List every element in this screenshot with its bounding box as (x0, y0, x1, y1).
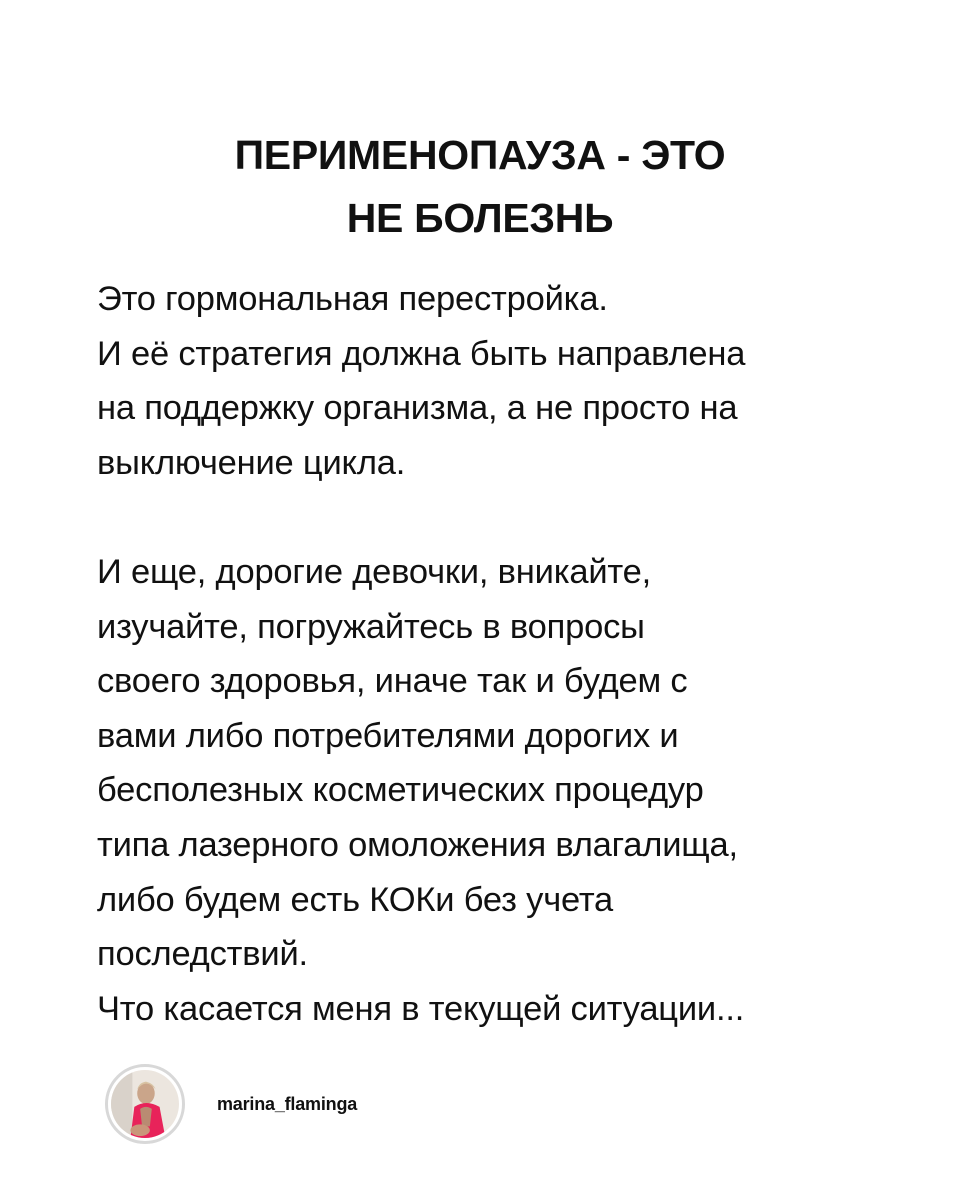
author-badge[interactable] (105, 1062, 357, 1146)
body-line: выключение цикла. (97, 443, 406, 482)
body-line: И её стратегия должна быть направлена (97, 334, 746, 373)
title-line-1: ПЕРИМЕНОПАУЗА - ЭТО (234, 132, 726, 178)
author-handle[interactable]: marina_flaminga (217, 1093, 358, 1114)
paragraph-gap (97, 490, 897, 545)
body-line: своего здоровья, иначе так и будем с (97, 662, 688, 701)
body-line: Что касается меня в текущей ситуации... (97, 989, 745, 1028)
body-line: И еще, дорогие девочки, вникайте, (97, 552, 651, 591)
body-line: изучайте, погружайтесь в вопросы (97, 607, 645, 646)
post-body (97, 272, 897, 1036)
body-line: типа лазерного омоложения влагалища, (97, 825, 738, 864)
body-line: бесполезных косметических процедур (97, 771, 704, 810)
body-line: на поддержку организма, а не просто на (97, 389, 738, 428)
page-title (0, 124, 960, 250)
body-line: вами либо потребителями дорогих и (97, 716, 679, 755)
body-line: либо будем есть КОКи без учета (97, 880, 614, 919)
body-line: Это гормональная перестройка. (97, 280, 608, 318)
title-line-2: НЕ БОЛЕЗНЬ (346, 195, 614, 241)
profile-photo-avatar-icon (111, 1070, 179, 1138)
avatar[interactable] (105, 1064, 185, 1144)
body-line: последствий. (97, 935, 308, 974)
